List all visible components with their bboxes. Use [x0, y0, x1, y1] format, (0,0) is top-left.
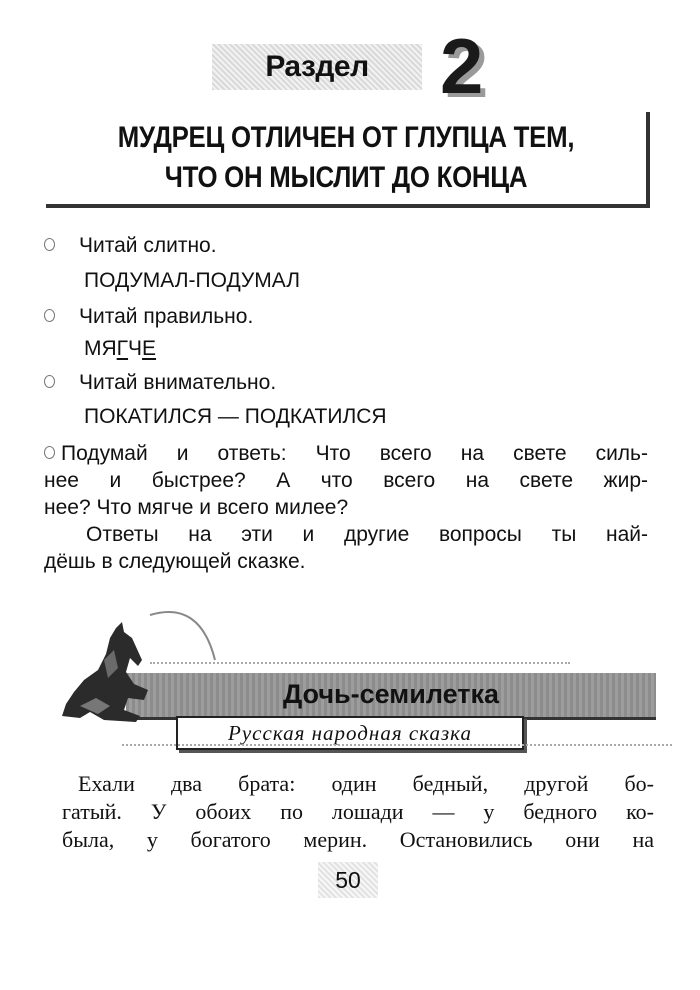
- section-number: 2: [440, 22, 484, 110]
- exercise-2-instruction-row: [44, 304, 253, 330]
- story-title: Дочь-семилетка: [282, 679, 500, 709]
- question-paragraph: [44, 440, 648, 521]
- section-label: Раздел: [212, 44, 422, 90]
- example-part: МЯ: [84, 337, 117, 360]
- story-title-band: [126, 673, 656, 720]
- example-part: Ч: [128, 337, 143, 360]
- motto-line-1: МУДРЕЦ ОТЛИЧЕН ОТ ГЛУПЦА ТЕМ,: [117, 121, 575, 154]
- story-line-2: гатый. У обоих по лошади — у бедного ко-: [62, 799, 654, 824]
- story-text: [62, 770, 654, 854]
- decorative-dotted-line: [150, 662, 570, 664]
- answer-line-2: дёшь в следующей сказке.: [44, 550, 306, 573]
- decorative-dotted-line: [122, 744, 672, 746]
- exercise-1-instruction: Читай слитно.: [79, 234, 217, 257]
- circle-bullet-icon: [44, 375, 55, 388]
- section-header: [212, 22, 497, 110]
- exercise-3-instruction-row: [44, 370, 276, 396]
- question-line-2: нее и быстрее? А что всего на свете жир-: [44, 469, 648, 492]
- circle-bullet-icon: [44, 309, 55, 322]
- circle-bullet-icon: [44, 446, 55, 459]
- story-line-3: была, у богатого мерин. Остановились они на: [62, 827, 654, 852]
- circle-bullet-icon: [44, 238, 55, 251]
- exercise-1-instruction-row: [44, 233, 217, 259]
- example-part-underlined: Г: [116, 337, 129, 360]
- question-line-1-text: Подумай и ответь: Что всего на свете силь-: [61, 442, 648, 465]
- horse-icon: [44, 620, 154, 725]
- exercise-1-example: ПОДУМАЛ-ПОДУМАЛ: [84, 269, 301, 292]
- exercise-2-example: [84, 336, 156, 362]
- motto-box: [46, 112, 650, 208]
- exercise-3-instruction: Читай внимательно.: [79, 371, 277, 394]
- story-line-1: Ехали два брата: один бедный, другой бо-: [78, 771, 654, 796]
- question-line-1: [44, 440, 648, 467]
- example-part-underlined: Е: [142, 337, 157, 360]
- page-number: 50: [318, 862, 378, 898]
- exercise-3-example: ПОКАТИЛСЯ — ПОДКАТИЛСЯ: [84, 405, 387, 428]
- answer-paragraph: [44, 521, 648, 575]
- exercise-2-instruction: Читай правильно.: [79, 305, 254, 328]
- answer-line-1: Ответы на эти и другие вопросы ты най-: [86, 523, 648, 546]
- question-line-3: нее? Что мягче и всего милее?: [44, 496, 349, 519]
- story-subtitle: Русская народная сказка: [228, 721, 472, 745]
- motto-line-2: ЧТО ОН МЫСЛИТ ДО КОНЦА: [164, 161, 528, 194]
